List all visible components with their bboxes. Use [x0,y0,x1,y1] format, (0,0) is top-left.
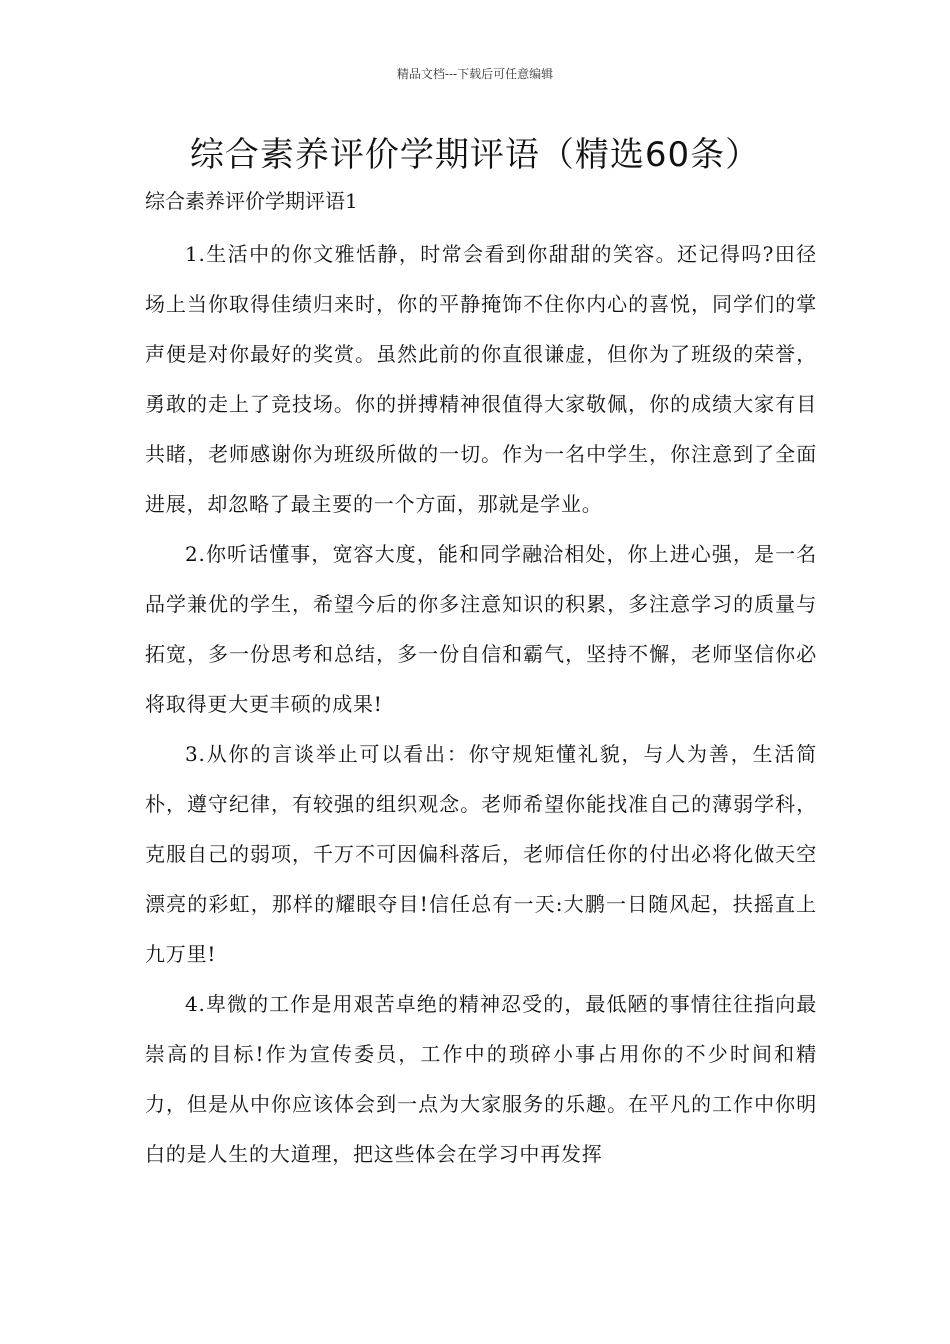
comment-paragraph-4: 4.卑微的工作是用艰苦卓绝的精神忍受的，最低陋的事情往往指向最崇高的目标!作为宣传委员，工作中的琐碎小事占用你的不少时间和精力，但是从中你应该体会到一点为大家服务的乐趣。在平凡的工作中你明白的是人生的大道理，把这些体会在学习中再发挥 [145,992,817,1166]
comment-paragraph-1: 1.生活中的你文雅恬静，时常会看到你甜甜的笑容。还记得吗?田径场上当你取得佳绩归来时，你的平静掩饰不住你内心的喜悦，同学们的掌声便是对你最好的奖赏。虽然此前的你直很谦虚，但你为了班级的荣誉，勇敢的走上了竞技场。你的拼搏精神很值得大家敬佩，你的成绩大家有目共睹，老师感谢你为班级所做的一切。作为一名中学生，你注意到了全面进展，却忽略了最主要的一个方面，那就是学业。 [145,242,817,516]
comment-paragraph-3: 3.从你的言谈举止可以看出：你守规矩懂礼貌，与人为善，生活简朴，遵守纪律，有较强的组织观念。老师希望你能找准自己的薄弱学科，克服自己的弱项，千万不可因偏科落后，老师信任你的付出必将化做天空漂亮的彩虹，那样的耀眼夺目!信任总有一天:大鹏一日随风起，扶摇直上九万里! [145,742,817,966]
document-title: 综合素养评价学期评语（精选60条） [189,135,761,175]
comment-paragraph-2: 2.你听话懂事，宽容大度，能和同学融洽相处，你上进心强，是一名品学兼优的学生，希望今后的你多注意知识的积累，多注意学习的质量与拓宽，多一份思考和总结，多一份自信和霸气，坚持不懈，老师坚信你必将取得更大更丰硕的成果! [145,542,817,716]
section-subtitle: 综合素养评价学期评语1 [145,189,358,213]
document-body [145,229,817,1179]
header-note: 精品文档---下载后可任意编辑 [396,67,554,81]
